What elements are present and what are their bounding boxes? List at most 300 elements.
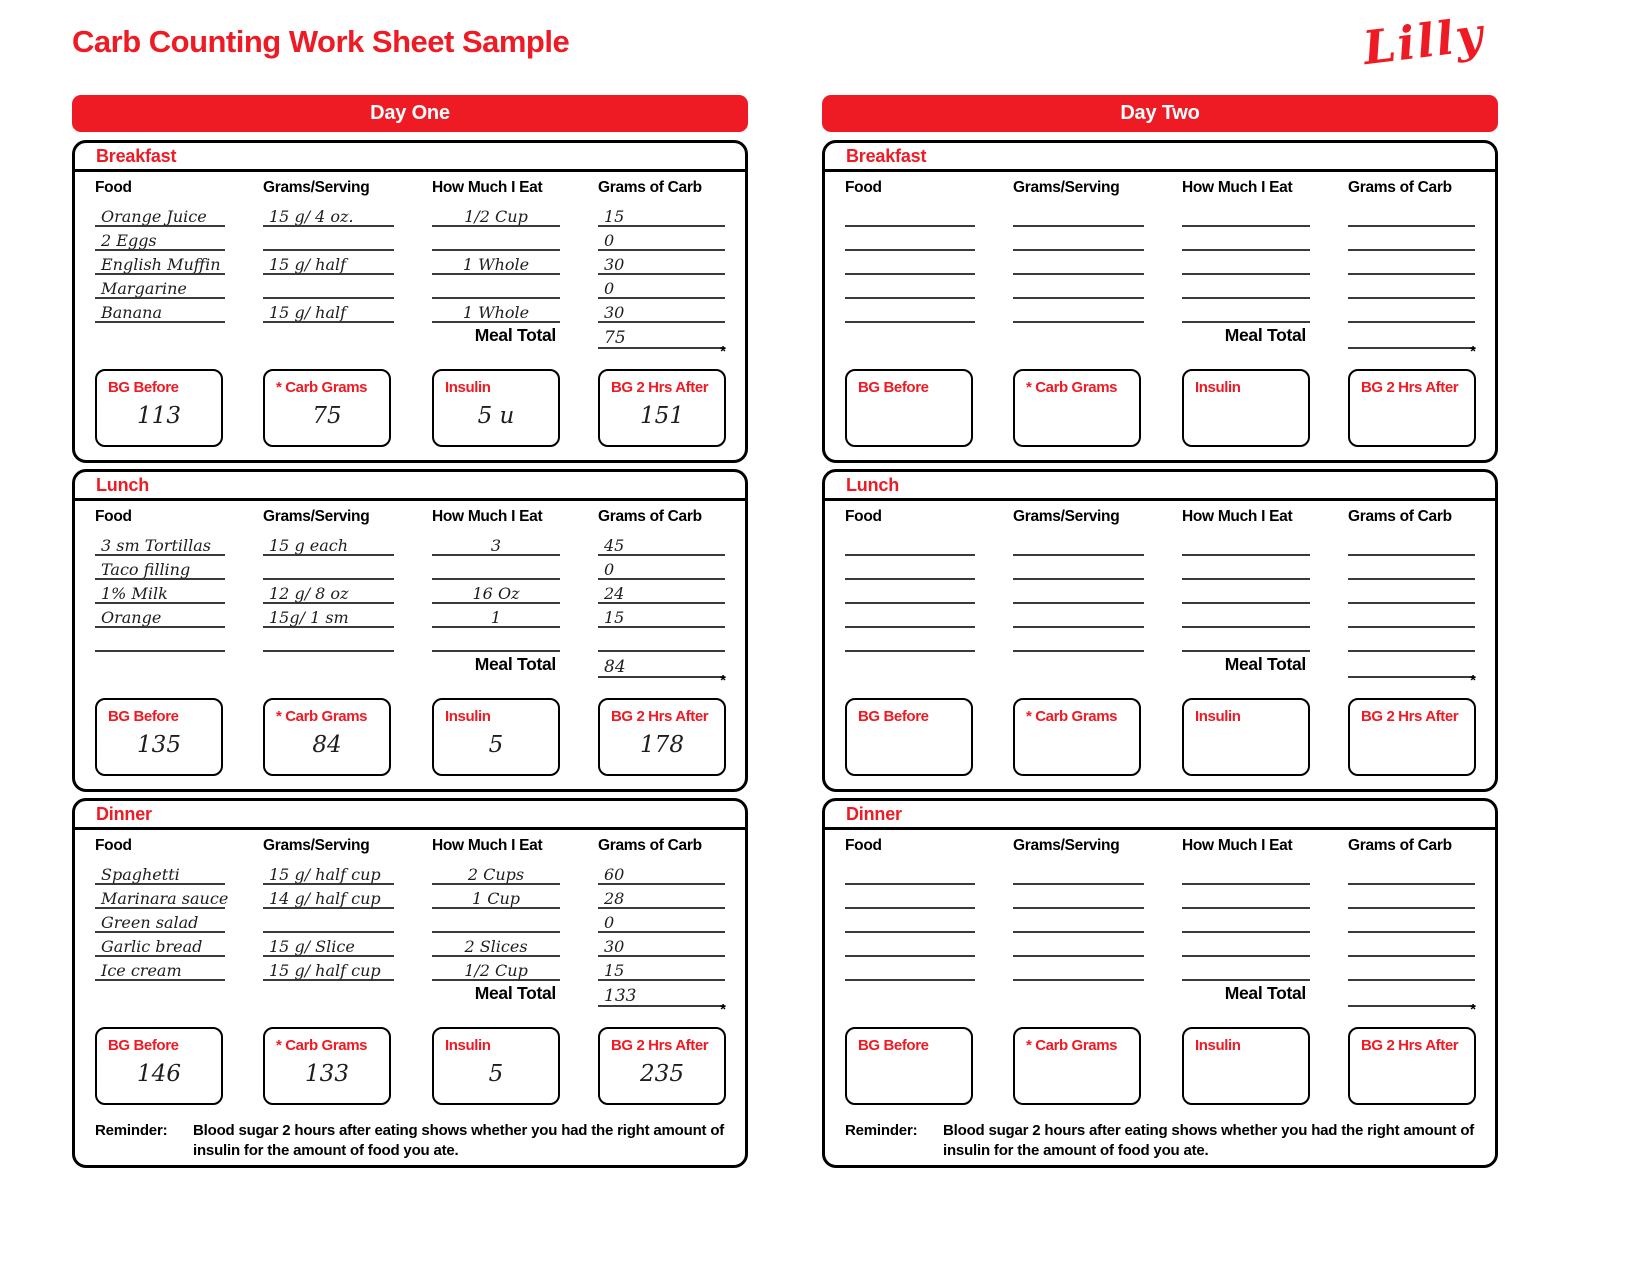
grams-of-carb-value: 28: [604, 889, 625, 908]
column-header-grams-serving: Grams/Serving: [1013, 837, 1120, 854]
column-headers: [845, 837, 1475, 855]
food-value: Green salad: [101, 913, 199, 932]
page-header: [72, 0, 1498, 95]
result-box-label: Insulin: [445, 708, 491, 725]
food-row: [845, 861, 1475, 885]
meal-panel-breakfast: [72, 140, 748, 463]
write-line: [263, 909, 394, 933]
bg-before-box: [845, 369, 973, 447]
write-line: [598, 556, 725, 580]
food-value: Ice cream: [101, 961, 182, 980]
column-header-grams-of-carb: Grams of Carb: [1348, 179, 1452, 196]
food-row: [845, 227, 1475, 251]
food-value: Garlic bread: [101, 937, 203, 956]
grams-of-carb-value: 15: [604, 207, 625, 226]
grams-of-carb-cell: [1348, 604, 1475, 628]
result-box-label: Insulin: [1195, 708, 1241, 725]
grams-serving-cell: [1013, 909, 1182, 933]
grams-serving-cell: [263, 299, 432, 323]
grams-serving-cell: [1013, 203, 1182, 227]
grams-serving-cell: [263, 885, 432, 909]
write-line: [1348, 227, 1475, 251]
reminder-label: Reminder:: [95, 1122, 168, 1139]
write-line: [598, 909, 725, 933]
write-line: [845, 203, 975, 227]
how-much-i-eat-value: 16 Oz: [472, 584, 520, 603]
write-line: [1013, 580, 1144, 604]
food-cell: [95, 909, 263, 933]
write-line: [1013, 933, 1144, 957]
how-much-i-eat-cell: [432, 909, 598, 933]
grams-of-carb-value: 30: [604, 303, 625, 322]
food-row: [95, 227, 725, 251]
food-cell: [95, 556, 263, 580]
result-box-value: 84: [312, 732, 342, 758]
grams-serving-value: 15 g/ 4 oz.: [269, 207, 354, 226]
meal-panel-lunch: [72, 469, 748, 792]
grams-of-carb-value: 0: [604, 231, 615, 250]
food-rows: [95, 861, 725, 981]
grams-of-carb-cell: [1348, 580, 1475, 604]
write-line: [845, 299, 975, 323]
result-box-label: Insulin: [445, 1037, 491, 1054]
result-box-label: Insulin: [1195, 379, 1241, 396]
food-row: [95, 580, 725, 604]
food-row: [845, 299, 1475, 323]
bg-before-box: [95, 1027, 223, 1105]
write-line: [1348, 957, 1475, 981]
meal-total-value: 133: [604, 986, 637, 1006]
meal-total-cell: [598, 652, 726, 689]
page-title: Carb Counting Work Sheet Sample: [72, 24, 570, 59]
write-line: [1182, 604, 1310, 628]
write-line: [1348, 885, 1475, 909]
grams-of-carb-value: 60: [604, 865, 625, 884]
grams-serving-value: 15 g each: [269, 536, 349, 555]
how-much-i-eat-value: 1 Cup: [471, 889, 521, 908]
write-line: [263, 227, 394, 251]
grams-of-carb-cell: [1348, 275, 1475, 299]
how-much-i-eat-value: 1 Whole: [462, 303, 530, 322]
write-line: [432, 628, 560, 652]
write-line: [598, 275, 725, 299]
food-row: [845, 203, 1475, 227]
result-boxes: [845, 1027, 1475, 1105]
bg-before-box: [95, 698, 223, 776]
day-banner: [72, 95, 748, 132]
reminder: [95, 1121, 725, 1161]
write-line: [1013, 885, 1144, 909]
meal-body: [75, 837, 745, 1161]
how-much-i-eat-cell: [1182, 203, 1348, 227]
how-much-i-eat-value: 1/2 Cup: [464, 961, 528, 980]
write-line: [1013, 227, 1144, 251]
meal-total-label: Meal Total: [474, 325, 556, 345]
food-row: [845, 275, 1475, 299]
how-much-i-eat-cell: [1182, 556, 1348, 580]
write-line: [845, 556, 975, 580]
column-header-how-much-i-eat: How Much I Eat: [432, 179, 543, 196]
column-header-how-much-i-eat: How Much I Eat: [432, 837, 543, 854]
how-much-i-eat-cell: [1182, 861, 1348, 885]
food-cell: [95, 885, 263, 909]
food-value: Orange: [101, 608, 162, 627]
food-cell: [845, 251, 1013, 275]
meal-body: [75, 179, 745, 447]
column-header-food: Food: [95, 179, 132, 196]
insulin-box: [432, 698, 560, 776]
food-cell: [845, 227, 1013, 251]
grams-serving-cell: [263, 861, 432, 885]
food-cell: [95, 933, 263, 957]
grams-of-carb-cell: [1348, 861, 1475, 885]
write-line: [1348, 203, 1475, 227]
reminder-text: Blood sugar 2 hours after eating shows whether you had the right amount of insulin for the amount of food you ate.: [943, 1122, 1475, 1159]
carb-grams-box: [1013, 369, 1141, 447]
meal-total-row: [845, 652, 1476, 689]
meal-header: [825, 472, 1495, 501]
write-line: [845, 275, 975, 299]
carb-grams-box: [263, 698, 391, 776]
worksheet-page: [72, 0, 1498, 1168]
result-box-label: BG 2 Hrs After: [1361, 708, 1459, 725]
meal-total-asterisk: *: [720, 1001, 726, 1018]
meal-total-cell: [598, 981, 726, 1018]
write-line: [1348, 861, 1475, 885]
result-box-label: BG 2 Hrs After: [1361, 1037, 1459, 1054]
how-much-i-eat-cell: [432, 604, 598, 628]
grams-serving-cell: [1013, 299, 1182, 323]
food-cell: [845, 556, 1013, 580]
insulin-box: [432, 1027, 560, 1105]
grams-serving-value: 15g/ 1 sm: [269, 608, 349, 627]
result-box-label: BG Before: [108, 1037, 179, 1054]
write-line: [1182, 275, 1310, 299]
food-row: [95, 957, 725, 981]
write-line: [845, 580, 975, 604]
bg-2hrs-after-box: [1348, 698, 1476, 776]
how-much-i-eat-cell: [432, 275, 598, 299]
result-boxes: [95, 698, 725, 776]
bg-2hrs-after-box: [1348, 1027, 1476, 1105]
write-line: [432, 275, 560, 299]
food-row: [95, 628, 725, 652]
grams-serving-cell: [263, 251, 432, 275]
meal-panel-dinner: [822, 798, 1498, 1168]
grams-serving-cell: [263, 227, 432, 251]
write-line: [1182, 933, 1310, 957]
grams-of-carb-cell: [598, 227, 725, 251]
reminder-text: Blood sugar 2 hours after eating shows whether you had the right amount of insulin for the amount of food you ate.: [193, 1122, 725, 1159]
write-line: [1182, 861, 1310, 885]
food-value: Orange Juice: [101, 207, 207, 226]
grams-of-carb-value: 15: [604, 961, 625, 980]
food-row: [845, 957, 1475, 981]
meal-total-asterisk: *: [1470, 1001, 1476, 1018]
column-header-food: Food: [845, 837, 882, 854]
grams-serving-cell: [263, 275, 432, 299]
meal-total-value: 84: [604, 657, 626, 677]
grams-of-carb-cell: [598, 628, 725, 652]
how-much-i-eat-cell: [432, 556, 598, 580]
meal-total-cell: [598, 323, 726, 360]
write-line: [263, 275, 394, 299]
food-row: [95, 556, 725, 580]
grams-of-carb-cell: [1348, 299, 1475, 323]
how-much-i-eat-value: 2 Cups: [467, 865, 525, 884]
food-cell: [95, 861, 263, 885]
write-line: [845, 604, 975, 628]
grams-serving-cell: [263, 580, 432, 604]
write-line: [1348, 275, 1475, 299]
result-boxes: [95, 369, 725, 447]
grams-of-carb-cell: [598, 251, 725, 275]
write-line: [1182, 532, 1310, 556]
grams-serving-cell: [263, 933, 432, 957]
column-header-grams-serving: Grams/Serving: [1013, 508, 1120, 525]
result-boxes: [95, 1027, 725, 1105]
food-row: [845, 580, 1475, 604]
result-box-value: 151: [640, 403, 684, 429]
column-headers: [845, 179, 1475, 197]
bg-2hrs-after-box: [598, 698, 726, 776]
meal-total-row: [95, 652, 726, 689]
carb-grams-box: [263, 1027, 391, 1105]
days-container: [72, 95, 1498, 1168]
grams-of-carb-value: 0: [604, 279, 615, 298]
food-value: English Muffin: [101, 255, 221, 274]
food-row: [845, 532, 1475, 556]
grams-of-carb-cell: [598, 532, 725, 556]
column-header-how-much-i-eat: How Much I Eat: [1182, 179, 1293, 196]
write-line: [1348, 299, 1475, 323]
result-box-label: BG Before: [108, 708, 179, 725]
write-line: [1013, 628, 1144, 652]
meal-total-value: 75: [604, 328, 626, 348]
how-much-i-eat-value: 1: [490, 608, 502, 627]
food-cell: [845, 957, 1013, 981]
grams-of-carb-value: 15: [604, 608, 625, 627]
meal-panels: [822, 140, 1498, 1168]
column-headers: [95, 837, 725, 855]
column-header-grams-serving: Grams/Serving: [263, 179, 370, 196]
food-row: [95, 251, 725, 275]
meal-name: Breakfast: [96, 146, 177, 166]
food-cell: [845, 933, 1013, 957]
meal-total-row: [845, 323, 1476, 360]
how-much-i-eat-cell: [1182, 933, 1348, 957]
reminder-label: Reminder:: [845, 1122, 918, 1139]
write-line: [845, 957, 975, 981]
food-row: [95, 203, 725, 227]
write-line: [845, 909, 975, 933]
food-rows: [95, 203, 725, 323]
bg-2hrs-after-box: [1348, 369, 1476, 447]
how-much-i-eat-cell: [1182, 604, 1348, 628]
food-value: 2 Eggs: [101, 231, 157, 250]
grams-of-carb-cell: [1348, 532, 1475, 556]
result-box-value: 133: [305, 1061, 349, 1087]
grams-serving-cell: [1013, 957, 1182, 981]
column-header-how-much-i-eat: How Much I Eat: [1182, 837, 1293, 854]
how-much-i-eat-cell: [432, 933, 598, 957]
food-value: 3 sm Tortillas: [101, 536, 211, 555]
meal-body: [825, 508, 1495, 776]
how-much-i-eat-value: 2 Slices: [464, 937, 528, 956]
result-box-value: 5 u: [477, 403, 515, 429]
food-value: 1% Milk: [101, 584, 168, 603]
write-line: [598, 628, 725, 652]
grams-serving-value: 15 g/ half cup: [269, 865, 381, 884]
how-much-i-eat-cell: [1182, 957, 1348, 981]
column-header-food: Food: [95, 508, 132, 525]
food-cell: [95, 299, 263, 323]
grams-serving-cell: [1013, 532, 1182, 556]
how-much-i-eat-cell: [1182, 580, 1348, 604]
grams-serving-value: 15 g/ Slice: [269, 937, 355, 956]
meal-name: Dinner: [96, 804, 152, 824]
food-row: [95, 275, 725, 299]
meal-total-asterisk: *: [1470, 672, 1476, 689]
meal-body: [825, 837, 1495, 1161]
food-row: [95, 933, 725, 957]
how-much-i-eat-cell: [432, 957, 598, 981]
write-line: [1013, 957, 1144, 981]
result-box-label: * Carb Grams: [1026, 708, 1118, 725]
food-rows: [845, 861, 1475, 981]
bg-2hrs-after-box: [598, 1027, 726, 1105]
grams-serving-value: 15 g/ half: [269, 303, 347, 322]
write-line: [845, 532, 975, 556]
result-boxes: [845, 369, 1475, 447]
how-much-i-eat-value: 3: [490, 536, 502, 555]
food-rows: [845, 203, 1475, 323]
grams-serving-value: 14 g/ half cup: [269, 889, 381, 908]
meal-name: Dinner: [846, 804, 902, 824]
insulin-box: [432, 369, 560, 447]
write-line: [1182, 227, 1310, 251]
result-box-label: * Carb Grams: [276, 708, 368, 725]
food-cell: [845, 604, 1013, 628]
write-line: [1182, 556, 1310, 580]
grams-of-carb-cell: [598, 885, 725, 909]
grams-of-carb-cell: [1348, 203, 1475, 227]
write-line: [1182, 957, 1310, 981]
grams-of-carb-cell: [598, 556, 725, 580]
grams-serving-cell: [263, 628, 432, 652]
food-value: Spaghetti: [101, 865, 180, 884]
write-line: [1182, 299, 1310, 323]
write-line: [1348, 909, 1475, 933]
meal-total-label: Meal Total: [474, 983, 556, 1003]
grams-serving-value: 15 g/ half cup: [269, 961, 381, 980]
result-box-value: 5: [488, 732, 504, 758]
meal-name: Lunch: [846, 475, 899, 495]
write-line: [1348, 323, 1475, 349]
grams-of-carb-value: 0: [604, 913, 615, 932]
grams-of-carb-cell: [1348, 885, 1475, 909]
result-box-value: 135: [137, 732, 181, 758]
grams-of-carb-cell: [598, 604, 725, 628]
how-much-i-eat-cell: [432, 628, 598, 652]
meal-name: Breakfast: [846, 146, 927, 166]
write-line: [1013, 909, 1144, 933]
grams-serving-cell: [1013, 604, 1182, 628]
meal-total-asterisk: *: [720, 672, 726, 689]
food-value: Banana: [101, 303, 162, 322]
column-header-grams-of-carb: Grams of Carb: [598, 179, 702, 196]
column-header-grams-of-carb: Grams of Carb: [598, 837, 702, 854]
result-box-value: 75: [312, 403, 342, 429]
grams-of-carb-cell: [598, 861, 725, 885]
food-row: [95, 604, 725, 628]
how-much-i-eat-cell: [1182, 885, 1348, 909]
write-line: [1013, 251, 1144, 275]
how-much-i-eat-cell: [432, 885, 598, 909]
how-much-i-eat-cell: [432, 532, 598, 556]
grams-serving-cell: [1013, 251, 1182, 275]
how-much-i-eat-cell: [1182, 628, 1348, 652]
result-box-value: 113: [137, 403, 181, 429]
write-line: [1013, 275, 1144, 299]
grams-serving-cell: [1013, 580, 1182, 604]
grams-serving-cell: [1013, 885, 1182, 909]
meal-total-label: Meal Total: [1224, 325, 1306, 345]
how-much-i-eat-cell: [1182, 909, 1348, 933]
column-header-grams-of-carb: Grams of Carb: [598, 508, 702, 525]
write-line: [845, 251, 975, 275]
insulin-box: [1182, 369, 1310, 447]
write-line: [598, 227, 725, 251]
food-cell: [95, 957, 263, 981]
result-box-value: 146: [137, 1061, 181, 1087]
write-line: [1348, 580, 1475, 604]
write-line: [1182, 885, 1310, 909]
grams-of-carb-value: 30: [604, 255, 625, 274]
food-cell: [845, 628, 1013, 652]
grams-serving-cell: [1013, 861, 1182, 885]
bg-before-box: [845, 698, 973, 776]
grams-of-carb-cell: [1348, 628, 1475, 652]
meal-total-row: [845, 981, 1476, 1018]
meal-body: [825, 179, 1495, 447]
write-line: [1182, 580, 1310, 604]
write-line: [263, 628, 394, 652]
write-line: [1348, 652, 1475, 678]
food-cell: [95, 532, 263, 556]
write-line: [1182, 251, 1310, 275]
write-line: [1348, 604, 1475, 628]
result-box-label: BG 2 Hrs After: [611, 1037, 709, 1054]
grams-of-carb-cell: [598, 933, 725, 957]
result-box-label: BG Before: [858, 379, 929, 396]
day-title: Day One: [370, 102, 450, 124]
result-box-value: 178: [640, 732, 684, 758]
column-header-how-much-i-eat: How Much I Eat: [432, 508, 543, 525]
food-row: [95, 861, 725, 885]
write-line: [95, 628, 225, 652]
meal-total-cell: [1348, 652, 1476, 689]
result-box-label: BG Before: [108, 379, 179, 396]
grams-of-carb-cell: [1348, 933, 1475, 957]
carb-grams-box: [1013, 1027, 1141, 1105]
grams-of-carb-cell: [598, 275, 725, 299]
lilly-logo: Lilly: [1359, 6, 1487, 76]
food-row: [845, 885, 1475, 909]
food-cell: [95, 604, 263, 628]
column-header-food: Food: [845, 179, 882, 196]
meal-panel-dinner: [72, 798, 748, 1168]
